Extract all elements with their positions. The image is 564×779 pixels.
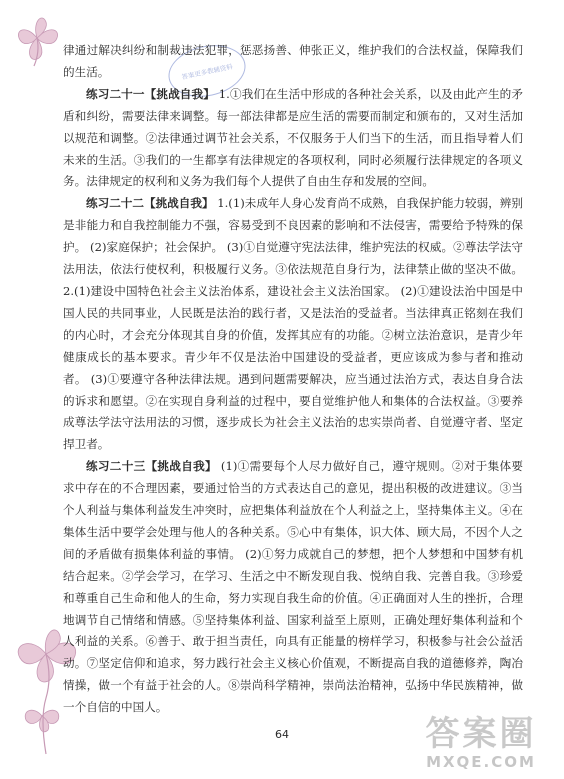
watermark-url: MXQE.COM: [426, 753, 536, 771]
site-watermark: [406, 715, 556, 773]
exercise-22-answer: 1.(1)未成年人身心发育尚不成熟，自我保护能力较弱，辨别是非能力和自我控制能力不强，容易受到不良因素的影响和不法侵害，需要给予特殊的保护。 (2)家庭保护；社会保护。 (3)①自觉遵守宪法法律，维护宪法的权威。②尊法学法守法用法，依法行使权利，积极履行义务。③依法规范自身行为，法律禁止做的坚决不做。 2.(1)建设中国特色社会主义法治体系，建设社会主义法治国家。 (2)①建设法治中国是中国人民的共同事业，人民既是法治的践行者，又是法治的受益者。当法律真正铭刻在我们的内心时，才会充分体现其自身的价值，发挥其应有的功能。②树立法治意识，是青少年健康成长的基本要求。青少年不仅是法治中国建设的受益者，更应该成为参与者和推动者。 (3)①要遵守各种法律法规。遇到问题需要解决，应当通过法治方式，表达自身合法的诉求和愿望。②在实现自身利益的过程中，要自觉维护他人和集体的合法权益。③要养成尊法学法守法用法的习惯，逐步成长为社会主义法治的忠实崇尚者、自觉遵守者、坚定捍卫者。: [63, 196, 523, 452]
page-number: 64: [275, 728, 289, 741]
exercise-22-title: 练习二十二【挑战自我】: [86, 196, 214, 211]
exercise-21-title: 练习二十一【挑战自我】: [86, 86, 215, 101]
paragraph-exercise-22: [63, 193, 523, 456]
publisher-stamp: 答案更多教辅资料: [164, 38, 251, 103]
paragraph-exercise-23: [63, 456, 523, 719]
exercise-21-answer: 1.①我们在生活中形成的各种社会关系，以及由此产生的矛盾和纠纷，需要法律来调整。每一部法律都是应生活的需要而制定和颁布的，又对生活加以规范和调整。②法律通过调节社会关系，不仅服务于人们当下的生活，而且指导着人们未来的生活。③我们的一生都享有法律规定的各项权利，同时必须履行法律规定的各项义务。法律规定的权利和义务为我们每个人提供了自由生存和发展的空间。: [63, 86, 523, 189]
exercise-23-title: 练习二十三【挑战自我】: [86, 459, 217, 474]
answer-text-block: [63, 40, 523, 719]
clover-decoration-top-left: [6, 8, 68, 70]
paragraph-continued: [63, 40, 523, 84]
watermark-logo: 答案圈: [425, 714, 537, 754]
exercise-23-answer: (1)①需要每个人尽力做好自己，遵守规则。②对于集体要求中存在的不合理因素，要通过恰当的方式表达自己的意见，提出积极的改进建议。③当个人利益与集体利益发生冲突时，应把集体利益放在个人利益之上，坚持集体主义。④在集体生活中要学会处理与他人的各种关系。⑤心中有集体，识大体、顾大局，不因个人之间的矛盾做有损集体利益的事情。 (2)①努力成就自己的梦想，把个人梦想和中国梦有机结合起来。②学会学习，在学习、生活之中不断发现自我、悦纳自我、完善自我。③珍爱和尊重自己生命和他人的生命，努力实现自我生命的价值。④正确面对人生的挫折，合理地调节自己情绪和情感。⑤坚持集体利益、国家利益至上原则，正确处理好集体利益和个人利益的关系。⑥善于、敢于担当责任，向具有正能量的榜样学习，积极参与社会公益活动。⑦坚定信仰和追求，努力践行社会主义核心价值观，不断提高自我的道德修养，陶冶情操，做一个有益于社会的人。⑧崇尚科学精神，崇尚法治精神，弘扬中华民族精神，做一个自信的中国人。: [63, 459, 523, 715]
paragraph-exercise-21: [63, 84, 523, 194]
paragraph-text: 律通过解决纠纷和制裁违法犯罪，惩恶扬善、伸张正义，维护我们的合法权益，保障我们的生活。: [63, 43, 523, 79]
